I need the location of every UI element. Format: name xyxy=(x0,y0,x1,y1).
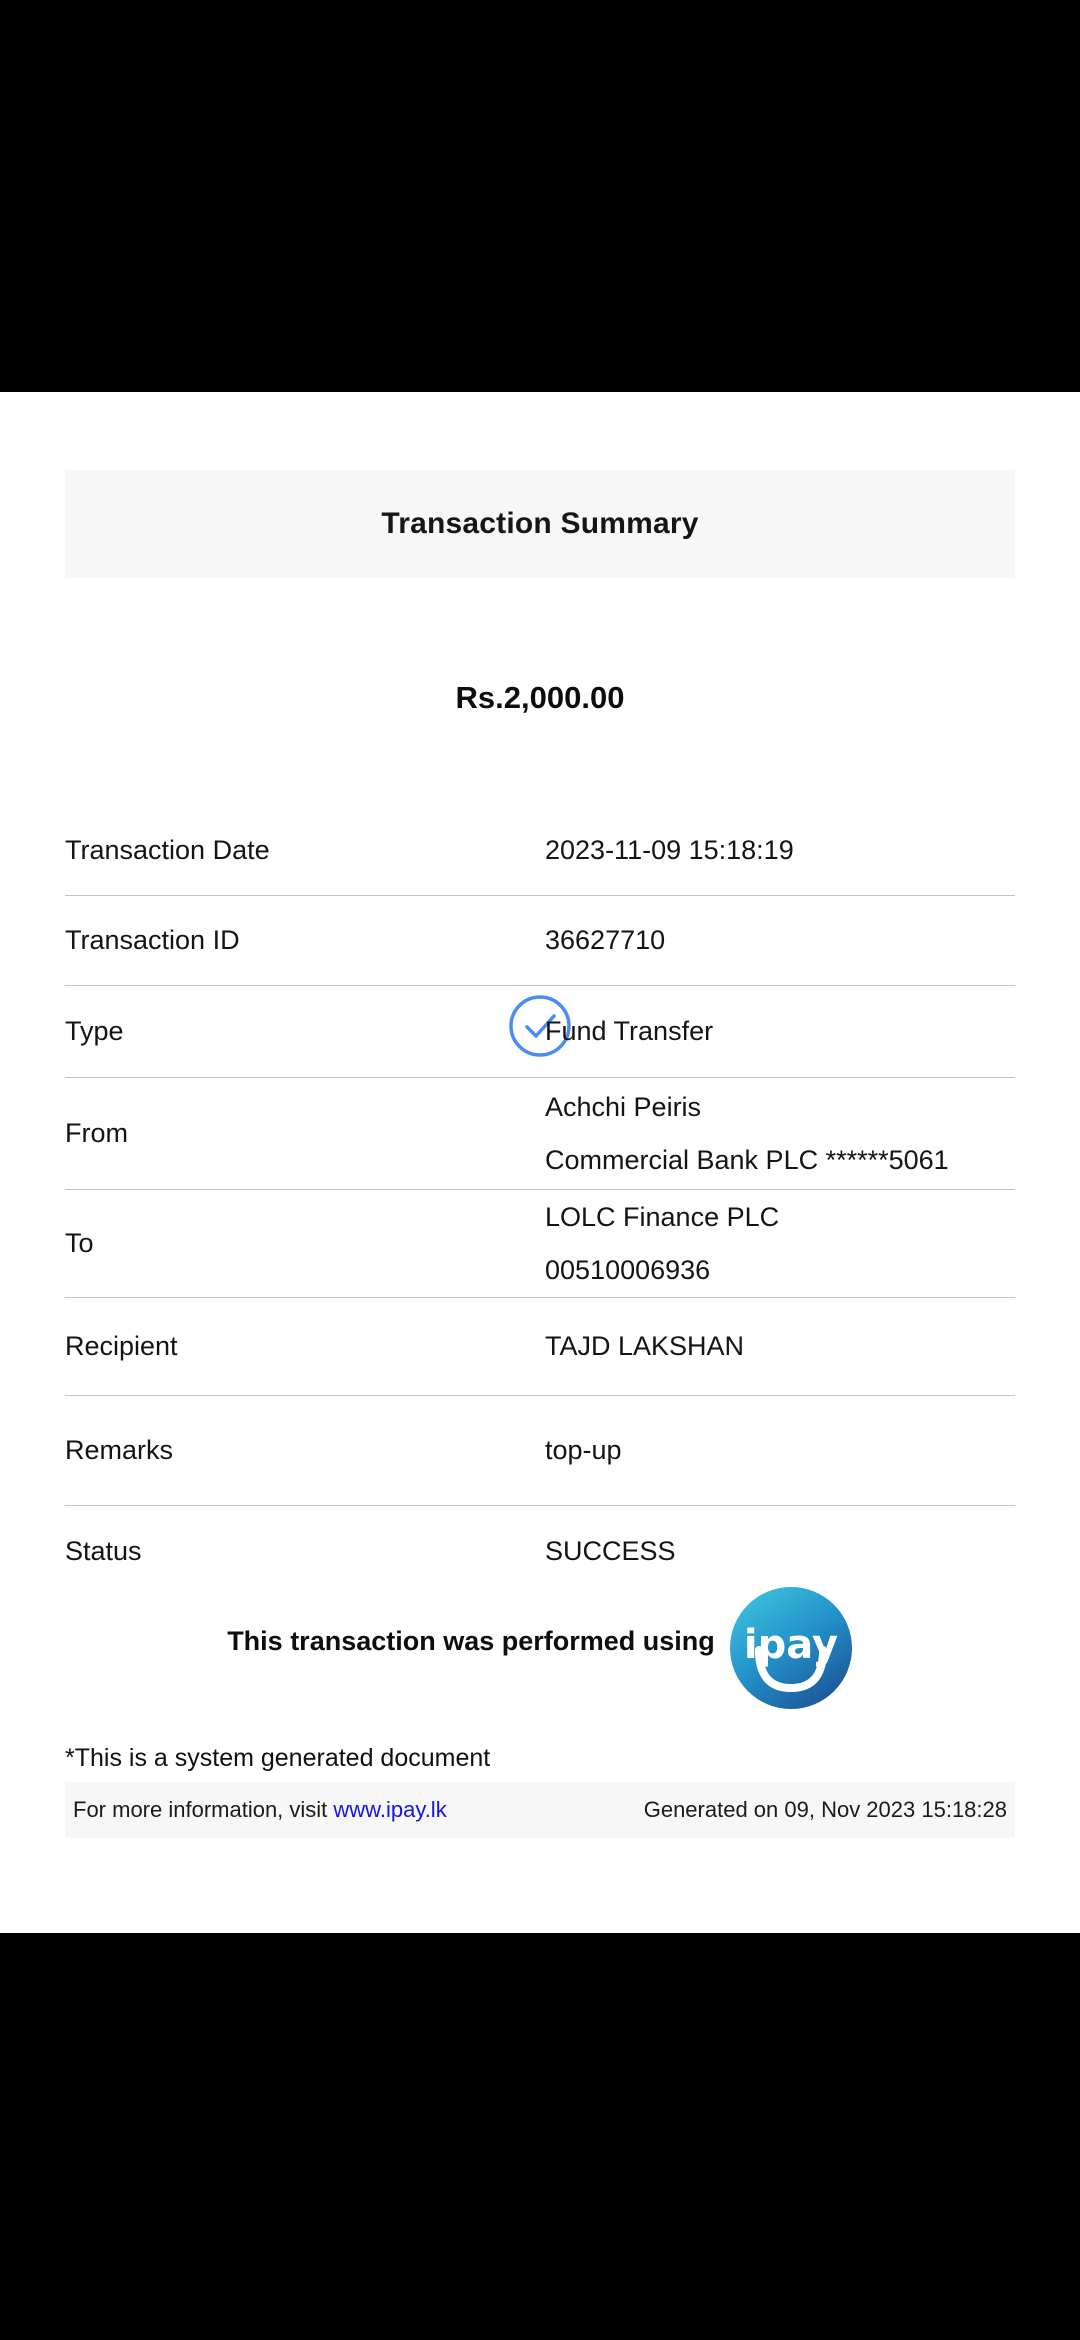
table-row-transaction-date xyxy=(65,805,1015,896)
row-value xyxy=(545,1081,1015,1187)
document-header xyxy=(65,470,1015,578)
transaction-details-table xyxy=(65,805,1015,1596)
row-value-line: 2023-11-09 15:18:19 xyxy=(545,834,794,865)
ipay-website-link[interactable]: www.ipay.lk xyxy=(333,1797,447,1822)
table-row-transaction-id xyxy=(65,896,1015,986)
row-value-line: TAJD LAKSHAN xyxy=(545,1331,745,1361)
system-generated-note: *This is a system generated document xyxy=(65,1744,491,1772)
table-row-from xyxy=(65,1078,1015,1190)
ipay-logo-text: ipay xyxy=(743,1622,838,1668)
document-footer xyxy=(65,1782,1015,1838)
transaction-amount: Rs.2,000.00 xyxy=(455,680,625,715)
table-row-recipient xyxy=(65,1298,1015,1396)
row-value xyxy=(545,914,1015,967)
row-value xyxy=(545,1191,1015,1297)
table-row-type xyxy=(65,986,1015,1078)
row-value xyxy=(545,1424,1015,1477)
row-value-line: 00510006936 xyxy=(545,1254,711,1285)
row-label: Transaction Date xyxy=(65,834,270,865)
status-value: SUCCESS xyxy=(545,1535,676,1566)
ipay-logo-icon xyxy=(729,1586,853,1710)
row-value-line: Achchi Peiris xyxy=(545,1091,702,1122)
footer-info-prefix: For more information, visit xyxy=(73,1797,334,1822)
performed-using-text: This transaction was performed using xyxy=(227,1625,715,1656)
row-value xyxy=(545,1525,1015,1578)
row-label: Type xyxy=(65,1016,124,1046)
footer-info xyxy=(73,1797,447,1823)
row-label: Remarks xyxy=(65,1435,174,1465)
row-value-line: Commercial Bank PLC ******5061 xyxy=(545,1144,949,1175)
footer-generated-timestamp: Generated on 09, Nov 2023 15:18:28 xyxy=(643,1797,1007,1822)
row-value xyxy=(545,824,1015,877)
row-value xyxy=(545,1005,1015,1058)
row-label: Transaction ID xyxy=(65,925,240,955)
transaction-receipt-document xyxy=(0,392,1080,1933)
row-label: From xyxy=(65,1118,128,1148)
row-value-line: LOLC Finance PLC xyxy=(545,1201,780,1232)
row-value xyxy=(545,1320,1015,1373)
row-value-line: Fund Transfer xyxy=(545,1016,714,1046)
table-row-to xyxy=(65,1190,1015,1298)
row-label: Status xyxy=(65,1535,142,1566)
performed-using-section xyxy=(65,1583,1015,1713)
row-value-line: top-up xyxy=(545,1435,622,1465)
row-label: Recipient xyxy=(65,1331,178,1361)
row-value-line: 36627710 xyxy=(545,925,666,955)
row-label: To xyxy=(65,1228,94,1258)
table-row-remarks xyxy=(65,1396,1015,1506)
page-title: Transaction Summary xyxy=(381,507,699,540)
